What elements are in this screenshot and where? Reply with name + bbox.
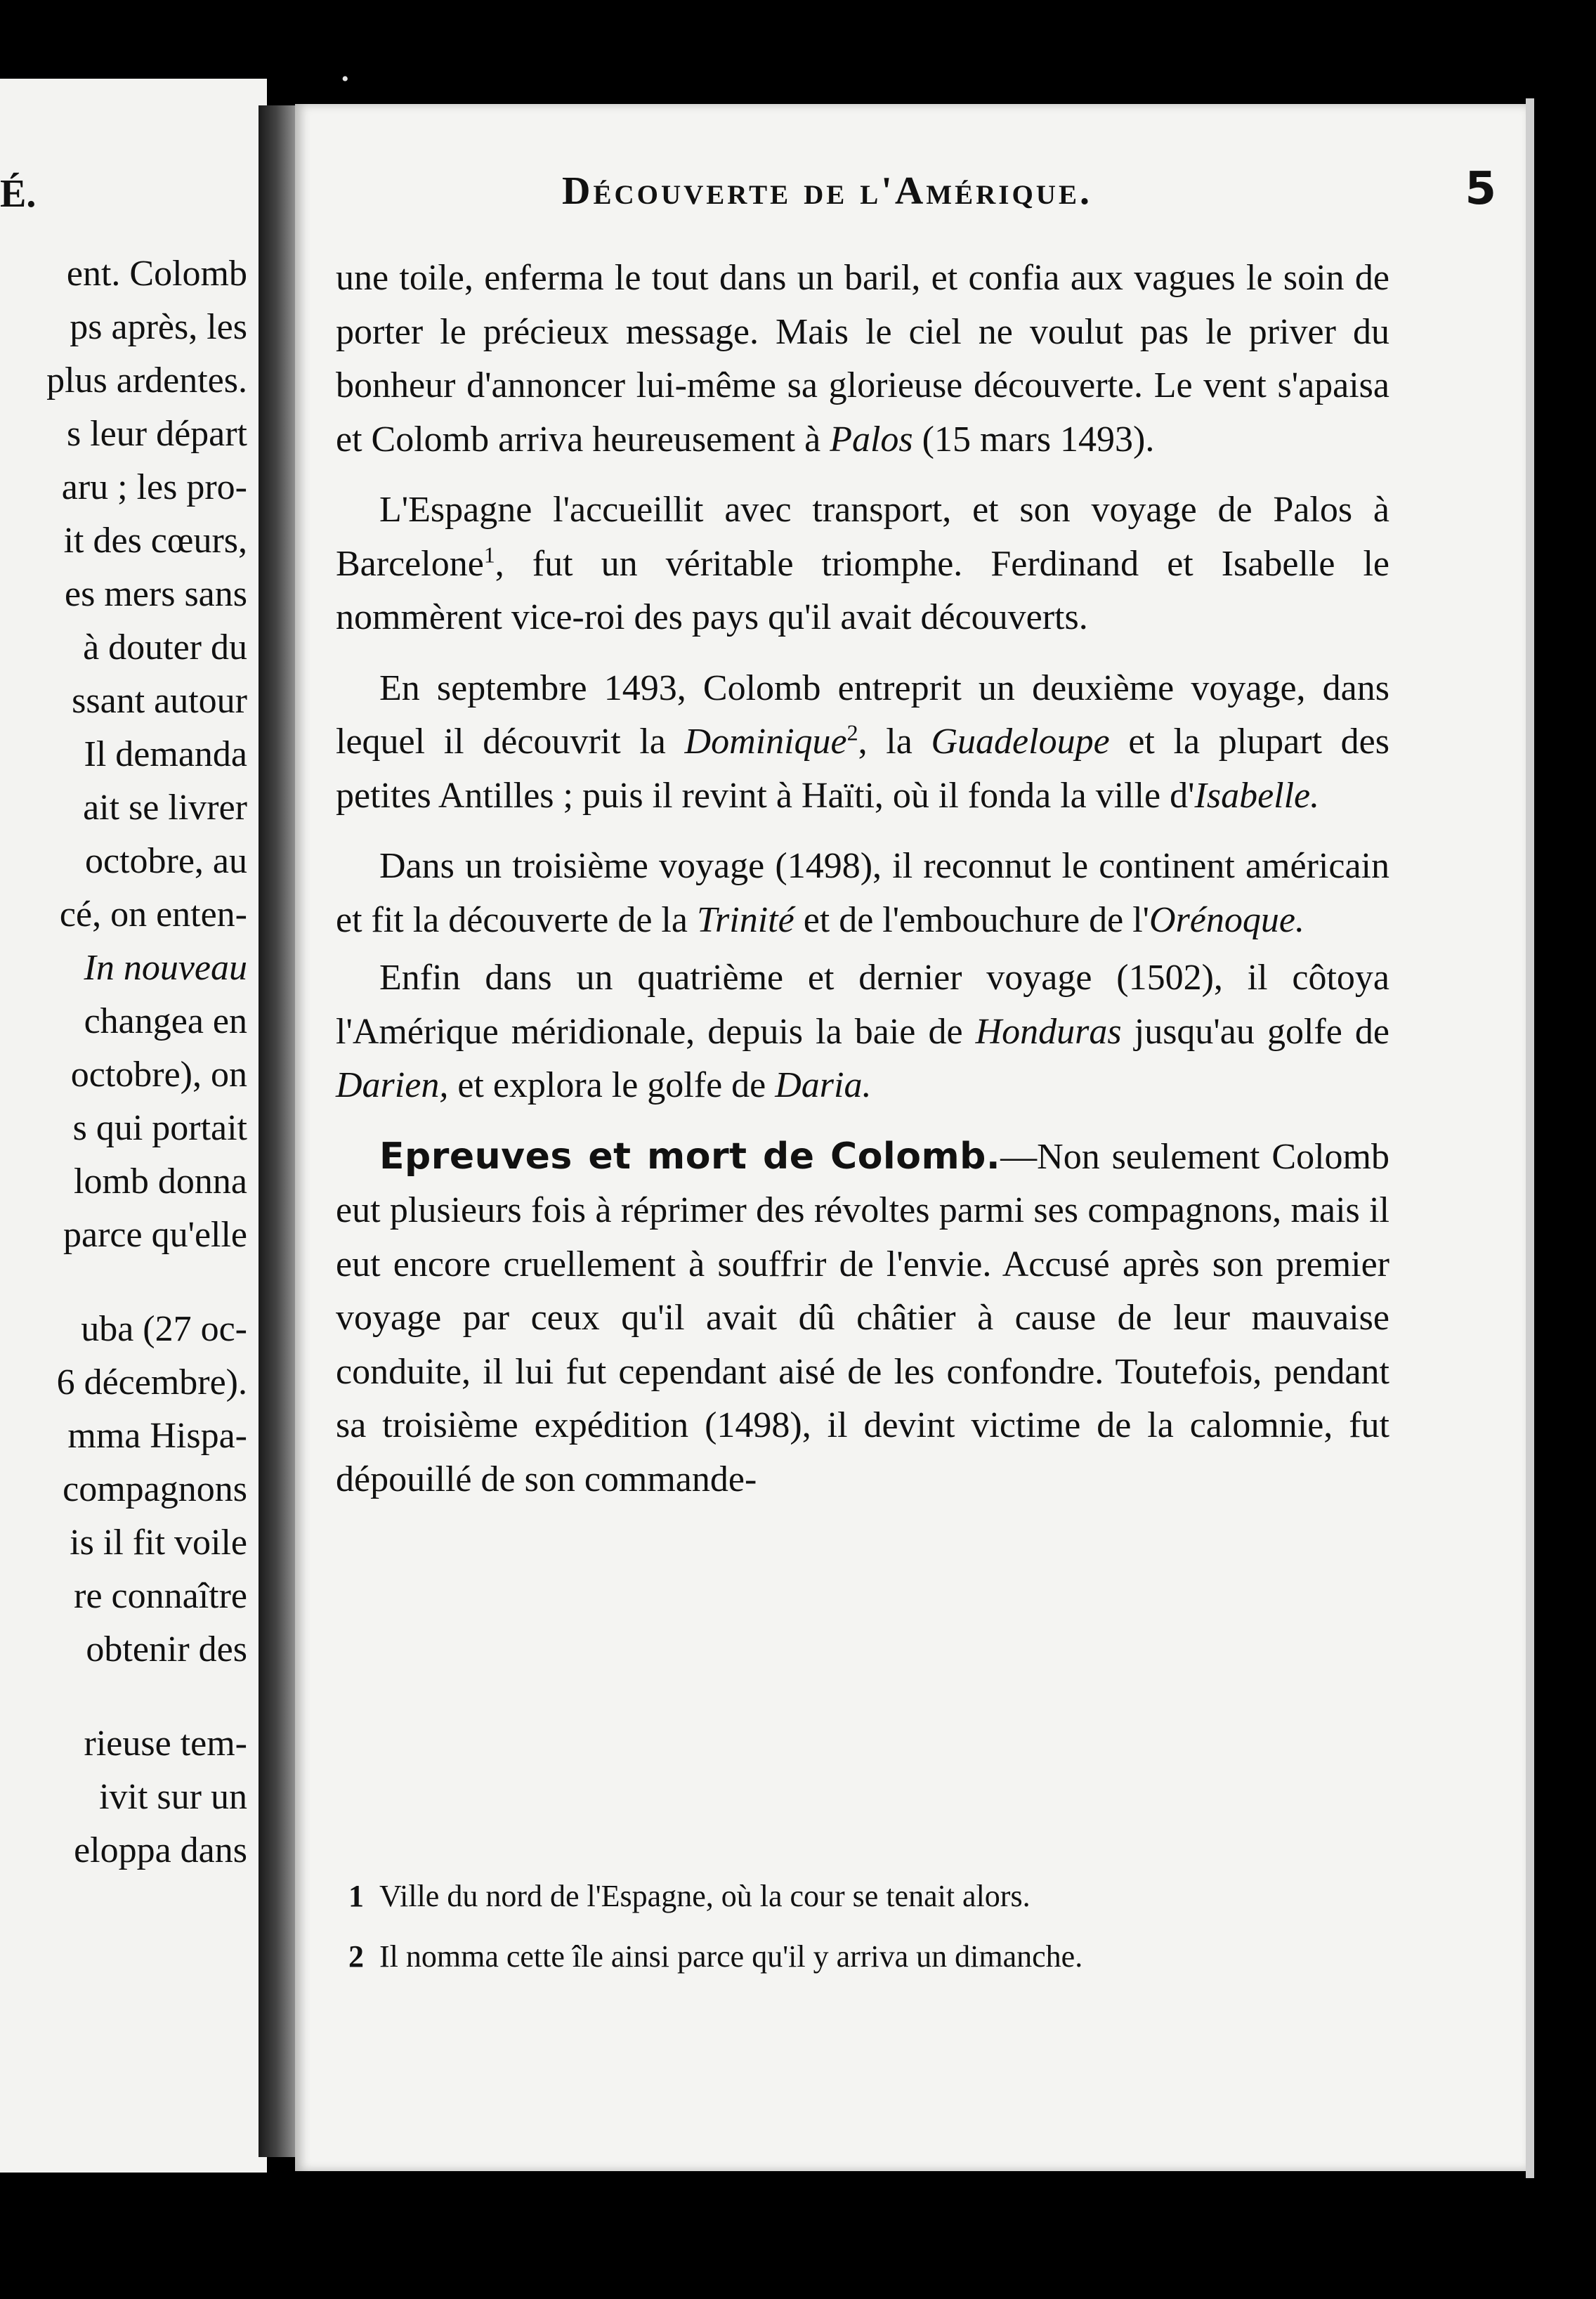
left-line: aru ; les pro- xyxy=(61,467,247,507)
paragraph-second-voyage xyxy=(336,662,1389,823)
em-dash: — xyxy=(1000,1136,1038,1177)
paragraph-text: et de l'embouchure de l' xyxy=(794,899,1150,940)
paragraph-text: , fut un véritable triomphe. Ferdinand et Isabelle le nommèrent vice-roi des pays qu'il avait découverts. xyxy=(336,543,1389,637)
paragraph-text: (15 mars 1493). xyxy=(913,419,1155,460)
left-line: compagnons xyxy=(63,1469,247,1509)
place-name: Trinité xyxy=(696,899,794,940)
left-line: lomb donna xyxy=(74,1161,247,1201)
page-number: 5 xyxy=(1465,163,1496,215)
left-line: 6 décembre). xyxy=(56,1362,247,1402)
place-name: Daria. xyxy=(775,1065,872,1105)
left-line: parce qu'elle xyxy=(63,1215,247,1255)
place-name: Isabelle. xyxy=(1194,775,1320,816)
footnote-ref: 2 xyxy=(846,719,858,745)
left-line: plus ardentes. xyxy=(46,360,247,400)
left-line: ivit sur un xyxy=(99,1777,247,1817)
book-page xyxy=(295,104,1526,2171)
paragraph-text: L'Espagne l'accueillit avec transport, et son voyage de Palos à Barcelone xyxy=(336,490,1389,584)
left-line: ent. Colomb xyxy=(66,254,247,294)
left-line: changea en xyxy=(84,1001,247,1041)
place-name: Honduras xyxy=(975,1011,1122,1052)
left-line: s qui portait xyxy=(72,1108,247,1148)
paragraph-trials-and-death xyxy=(336,1130,1389,1507)
footnote xyxy=(336,1927,1389,1987)
section-heading: Epreuves et mort de Colomb. xyxy=(379,1135,1001,1178)
left-line: octobre, au xyxy=(84,841,247,881)
paragraph-fourth-voyage xyxy=(336,951,1389,1113)
left-line-gap xyxy=(0,1676,247,1717)
footnote-text: Il nomma cette île ainsi parce qu'il y arriva un dimanche. xyxy=(379,1939,1083,1974)
footnote-number: 1 xyxy=(348,1879,364,1913)
place-name: Dominique xyxy=(684,722,847,762)
paragraph-text: et la plupart des petites Antilles ; puis il revint à Haïti, où il fonda la ville d' xyxy=(336,722,1390,816)
page-body xyxy=(336,252,1389,1523)
footnote-text: Ville du nord de l'Espagne, où la cour se tenait alors. xyxy=(379,1879,1031,1913)
left-line: Il demanda xyxy=(84,734,247,774)
left-line: re connaître xyxy=(74,1576,247,1616)
left-line: In nouveau xyxy=(84,948,247,988)
left-line-gap xyxy=(0,1262,247,1303)
paragraph-text: Dans un troisième voyage (1498), il reconnut le continent américain et fit la découverte de la xyxy=(336,846,1389,940)
left-line: rieuse tem- xyxy=(84,1724,247,1764)
footnotes xyxy=(336,1866,1389,1987)
scan-speck: • xyxy=(341,67,349,91)
left-line: ait se livrer xyxy=(83,788,247,828)
footnote-ref: 1 xyxy=(483,542,495,568)
paragraph-return-voyage xyxy=(336,252,1389,467)
left-line: cé, on enten- xyxy=(59,894,247,934)
left-running-head-fragment: É. xyxy=(0,172,37,216)
paragraph-text: Enfin dans un quatrième et dernier voyage (1502), il côtoya l'Amérique méridionale, depuis la baie de xyxy=(336,958,1389,1052)
running-title: Découverte de l'Amérique. xyxy=(562,169,1092,213)
paragraph-text: , la xyxy=(858,722,931,762)
left-line: ssant autour xyxy=(72,681,247,721)
left-line: is il fit voile xyxy=(70,1523,247,1563)
place-name: Darien, xyxy=(336,1065,449,1105)
left-line: obtenir des xyxy=(86,1629,247,1669)
footnote xyxy=(336,1866,1389,1927)
paragraph-reception xyxy=(336,483,1389,645)
left-line: es mers sans xyxy=(65,574,247,614)
left-page-text xyxy=(0,247,247,1877)
paragraph-text: une toile, enferma le tout dans un baril, et confia aux vagues le soin de porter le précieux message. Mais le ciel ne voulut pas le priver du bonheur d'annoncer lui-même sa glorieuse découverte. Le vent s'apaisa et Colomb arriva heureusement à xyxy=(336,258,1389,460)
paragraph-third-voyage xyxy=(336,840,1389,947)
paragraph-text: et explora le golfe de xyxy=(448,1065,776,1105)
left-line: octobre), on xyxy=(70,1055,247,1095)
left-line: eloppa dans xyxy=(74,1830,247,1870)
left-line: à douter du xyxy=(83,627,247,667)
paragraph-text: jusqu'au golfe de xyxy=(1121,1011,1389,1052)
footnote-number: 2 xyxy=(348,1939,364,1974)
place-name: Guadeloupe xyxy=(931,722,1110,762)
running-head xyxy=(562,163,1496,239)
paragraph-text: Non seulement Colomb eut plusieurs fois à réprimer des révoltes parmi ses compagnons, mais il eut encore cruellement à souffrir de l'envie. Accusé après son premier voyage par ceux qu'il avait dû châtier à cause de leur mauvaise conduite, il lui fut cependant aisé de les confondre. Toutefois, pendant sa troisième expédition (1498), il devint victime de la calomnie, fut dépouillé de son commande- xyxy=(336,1136,1389,1499)
left-line: uba (27 oc- xyxy=(81,1309,247,1349)
place-name: Orénoque. xyxy=(1149,899,1304,940)
left-line: s leur départ xyxy=(66,414,247,454)
left-line: ps après, les xyxy=(70,307,247,347)
left-line: mma Hispa- xyxy=(67,1416,247,1456)
left-line: it des cœurs, xyxy=(63,521,247,561)
previous-page-fragment xyxy=(0,79,267,2173)
page-edge xyxy=(1526,98,1534,2178)
place-name: Palos xyxy=(830,419,913,460)
paragraph-text: En septembre 1493, Colomb entreprit un deuxième voyage, dans lequel il découvrit la xyxy=(336,667,1389,762)
